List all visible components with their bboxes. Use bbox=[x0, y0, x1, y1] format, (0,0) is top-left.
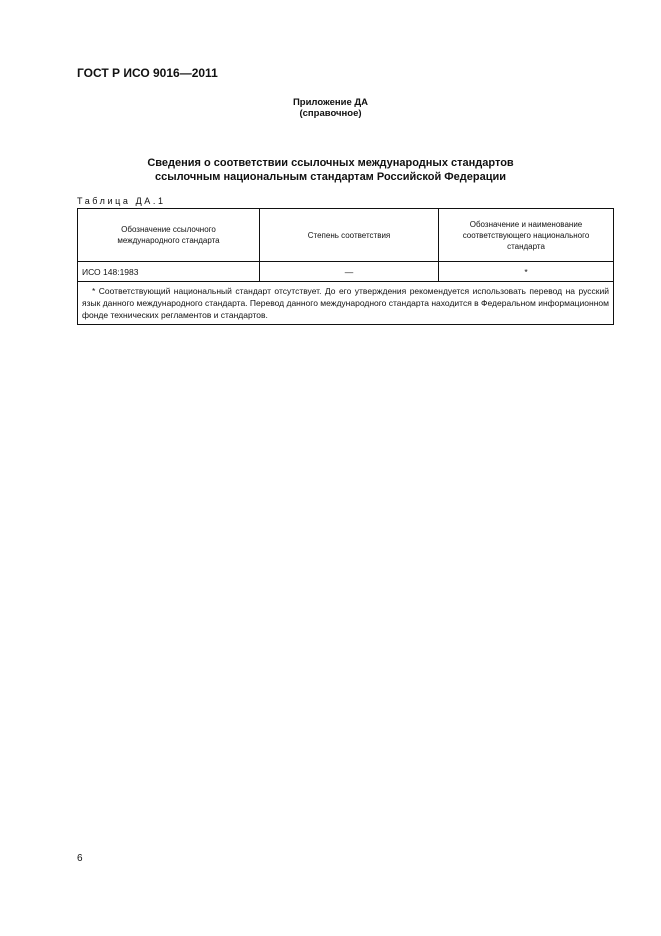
section-title-line1: Сведения о соответствии ссылочных международных стандартов bbox=[147, 157, 514, 169]
table-footnote bbox=[78, 282, 614, 325]
section-title bbox=[0, 156, 661, 184]
footnote-text: * Соответствующий национальный стандарт отсутствует. До его утверждения рекомендуется использовать перевод на русский язык данного международного стандарта. Перевод данного международного стандарта находится в Федеральном информационном фонде технических регламентов и стандартов. bbox=[82, 286, 609, 320]
appendix-subtitle: (справочное) bbox=[299, 108, 362, 119]
appendix-heading bbox=[0, 97, 661, 119]
page-number: 6 bbox=[77, 853, 83, 864]
table-cell: ИСО 148:1983 bbox=[78, 262, 260, 282]
column-header-text: Обозначение и наименование соответствующего национального стандарта bbox=[462, 219, 590, 251]
table-cell: * bbox=[439, 262, 614, 282]
table-row bbox=[78, 262, 614, 282]
column-header bbox=[78, 209, 260, 262]
section-title-line2: ссылочным национальным стандартам Российской Федерации bbox=[154, 171, 507, 183]
reference-table bbox=[77, 208, 614, 325]
column-header: Степень соответствия bbox=[260, 209, 439, 262]
column-header bbox=[439, 209, 614, 262]
appendix-title: Приложение ДА bbox=[292, 97, 369, 108]
document-code: ГОСТ Р ИСО 9016—2011 bbox=[77, 66, 218, 80]
table-label: Таблица ДА.1 bbox=[77, 196, 166, 206]
table-header-row bbox=[78, 209, 614, 262]
table-cell: — bbox=[260, 262, 439, 282]
column-header-text: Обозначение ссылочного международного стандарта bbox=[117, 225, 220, 245]
table-footnote-row bbox=[78, 282, 614, 325]
